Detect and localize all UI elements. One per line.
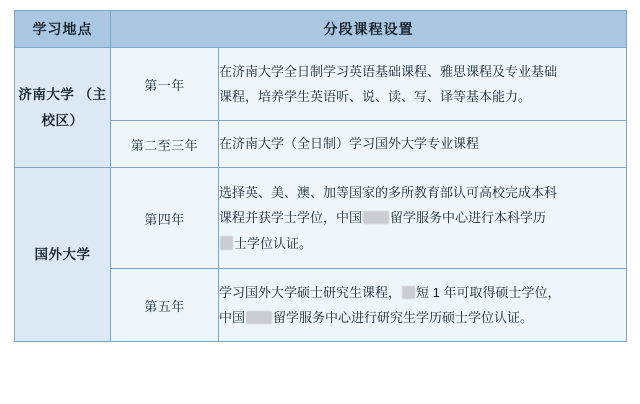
desc-line-1: 选择英、美、澳、加等国家的多所教育部认可高校完成本科 [219,184,558,200]
desc-line-1-part-b: 短 1 年可取得硕士学位， [416,284,561,300]
desc-line-3-part-b: 士学位认证。 [234,235,313,251]
desc-cell-first-year [219,48,627,121]
desc-line-2: 课程，培养学生英语听、说、读、写、译等基本能力。 [219,89,532,104]
year-cell-second-to-third-year: 第二至三年 [111,121,219,168]
header-program-setup: 分段课程设置 [111,11,627,48]
desc-line-2-part-b: 留学服务中心进行本科学历 [390,210,547,226]
year-cell-fourth-year: 第四年 [111,168,219,269]
table-header-row [15,11,627,48]
desc-line-2 [219,305,626,330]
course-schedule-table [14,10,627,342]
desc-line-1 [219,280,626,305]
redaction-block [402,286,415,299]
desc-line-1: 在济南大学全日制学习英语基础课程、雅思课程及专业基础 [219,63,558,79]
table-row [15,168,627,269]
place-label-line1: 济南大学 [18,86,75,102]
desc-cell-fifth-year [219,269,627,342]
table-row [15,48,627,121]
redaction-block [246,311,272,324]
redaction-block [220,236,233,250]
place-label-line2: （主校区） [41,86,107,128]
year-cell-first-year: 第一年 [111,48,219,121]
year-cell-fifth-year: 第五年 [111,269,219,342]
desc-line-2-part-a: 中国 [219,310,246,325]
desc-line-2 [219,205,626,230]
header-study-location: 学习地点 [15,11,111,48]
place-label-line1: 国外大学 [34,246,91,262]
redaction-block [363,211,389,224]
desc-line-1: 在济南大学（全日制）学习国外大学专业课程 [219,136,480,152]
desc-line-3 [219,231,626,256]
place-cell-overseas-university [15,168,111,342]
place-cell-jinan-university [15,48,111,168]
desc-line-1-part-a: 学习国外大学硕士研究生课程， [219,284,402,300]
desc-cell-second-to-third-year [219,121,627,168]
desc-line-2-part-a: 课程并获学士学位，中国 [219,210,363,226]
desc-cell-fourth-year [219,168,627,269]
desc-line-2-part-b: 留学服务中心进行研究生学历硕士学位认证。 [273,310,534,325]
